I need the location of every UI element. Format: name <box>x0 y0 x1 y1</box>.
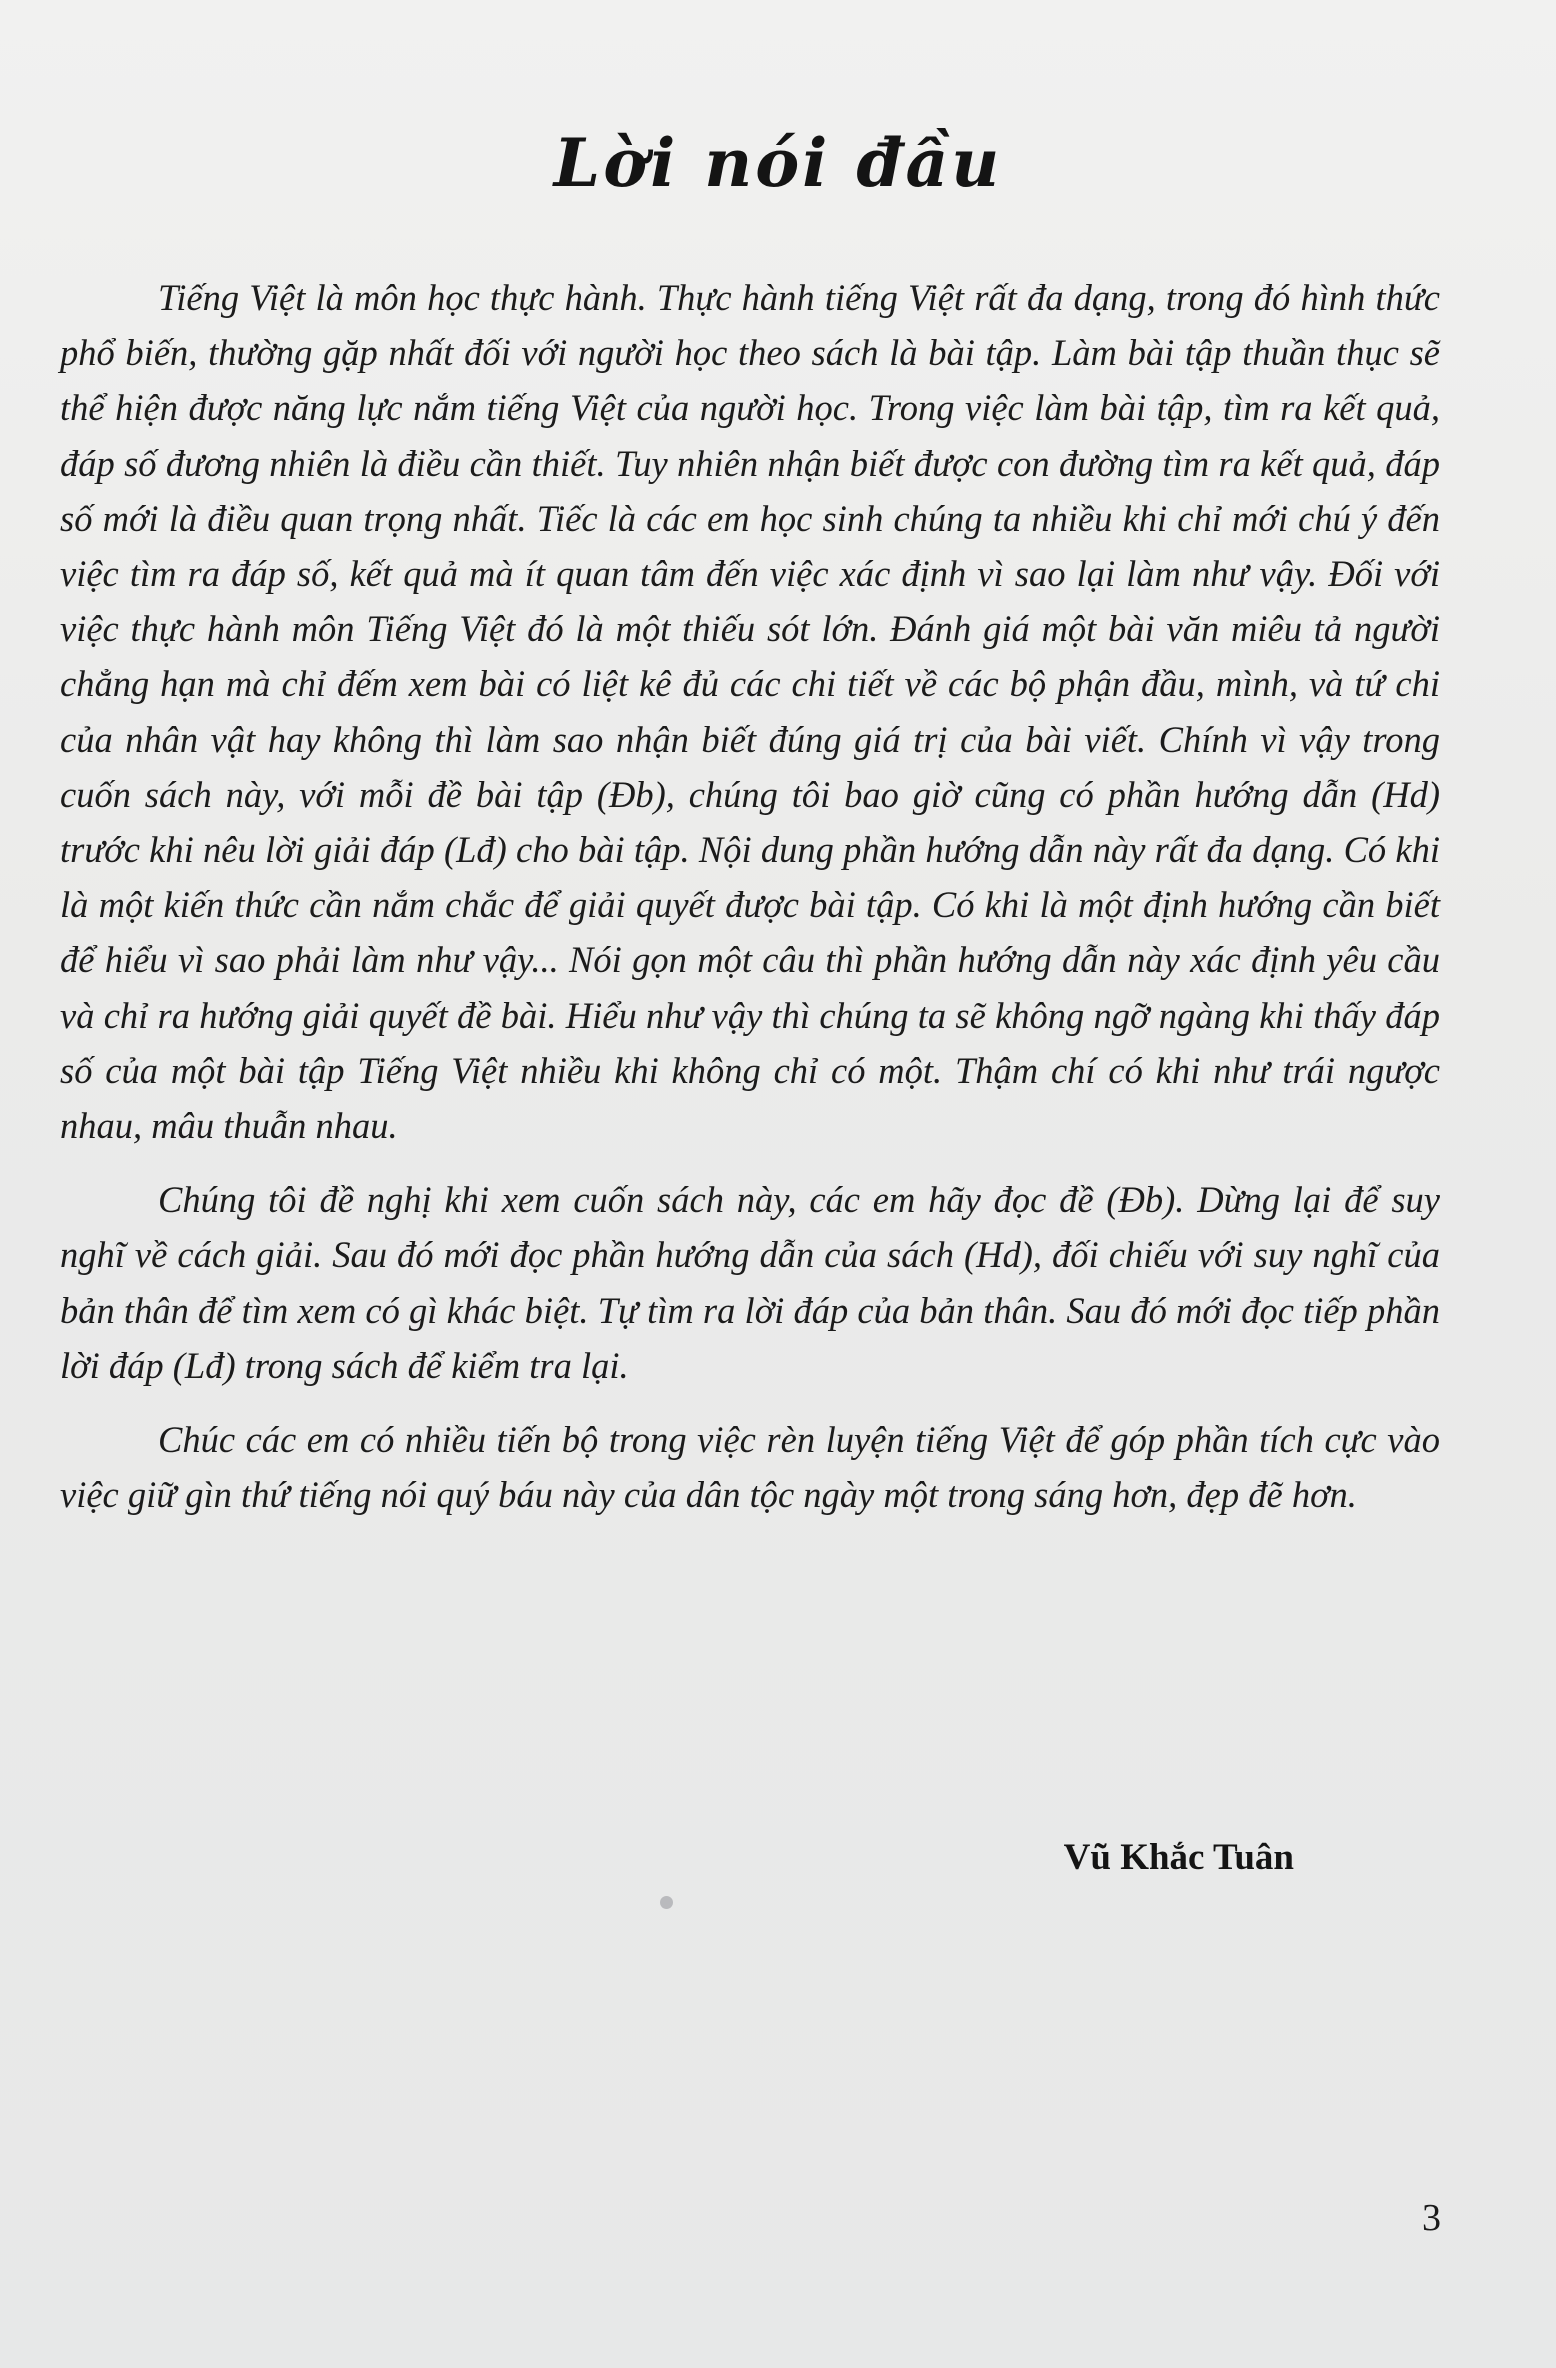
page-number: 3 <box>1422 2197 1441 2239</box>
paragraph-1: Tiếng Việt là môn học thực hành. Thực hành tiếng Việt rất đa dạng, trong đó hình thức phổ biến, thường gặp nhất đối với người học theo sách là bài tập. Làm bài tập thuần thục sẽ thể hiện được năng lực nắm tiếng Việt của người học. Trong việc làm bài tập, tìm ra kết quả, đáp số đương nhiên là điều cần thiết. Tuy nhiên nhận biết được con đường tìm ra kết quả, đáp số mới là điều quan trọng nhất. Tiếc là các em học sinh chúng ta nhiều khi chỉ mới chú ý đến việc tìm ra đáp số, kết quả mà ít quan tâm đến việc xác định vì sao lại làm như vậy. Đối với việc thực hành môn Tiếng Việt đó là một thiếu sót lớn. Đánh giá một bài văn miêu tả người chẳng hạn mà chỉ đếm xem bài có liệt kê đủ các chi tiết về các bộ phận đầu, mình, và tứ chi của nhân vật hay không thì làm sao nhận biết đúng giá trị của bài viết. Chính vì vậy trong cuốn sách này, với mỗi đề bài tập (Đb), chúng tôi bao giờ cũng có phần hướng dẫn (Hd) trước khi nêu lời giải đáp (Lđ) cho bài tập. Nội dung phần hướng dẫn này rất đa dạng. Có khi là một kiến thức cần nắm chắc để giải quyết được bài tập. Có khi là một định hướng cần biết để hiểu vì sao phải làm như vậy... Nói gọn một câu thì phần hướng dẫn này xác định yêu cầu và chỉ ra hướng giải quyết đề bài. Hiểu như vậy thì chúng ta sẽ không ngỡ ngàng khi thấy đáp số của một bài tập Tiếng Việt nhiều khi không chỉ có một. Thậm chí có khi như trái ngược nhau, mâu thuẫn nhau. <box>60 277 1440 1147</box>
preface-body <box>60 270 1440 1522</box>
paragraph-3: Chúc các em có nhiều tiến bộ trong việc rèn luyện tiếng Việt để góp phần tích cực vào việc giữ gìn thứ tiếng nói quý báu này của dân tộc ngày một trong sáng hơn, đẹp đẽ hơn. <box>60 1419 1440 1516</box>
author-signature: Vũ Khắc Tuân <box>1063 1837 1294 1878</box>
paragraph-2: Chúng tôi đề nghị khi xem cuốn sách này, các em hãy đọc đề (Đb). Dừng lại để suy nghĩ về cách giải. Sau đó mới đọc phần hướng dẫn của sách (Hd), đối chiếu với suy nghĩ của bản thân để tìm xem có gì khác biệt. Tự tìm ra lời đáp của bản thân. Sau đó mới đọc tiếp phần lời đáp (Lđ) trong sách để kiểm tra lại. <box>60 1179 1440 1386</box>
page-title: Lời nói đầu <box>553 124 1003 202</box>
paper-speck <box>660 1896 673 1909</box>
